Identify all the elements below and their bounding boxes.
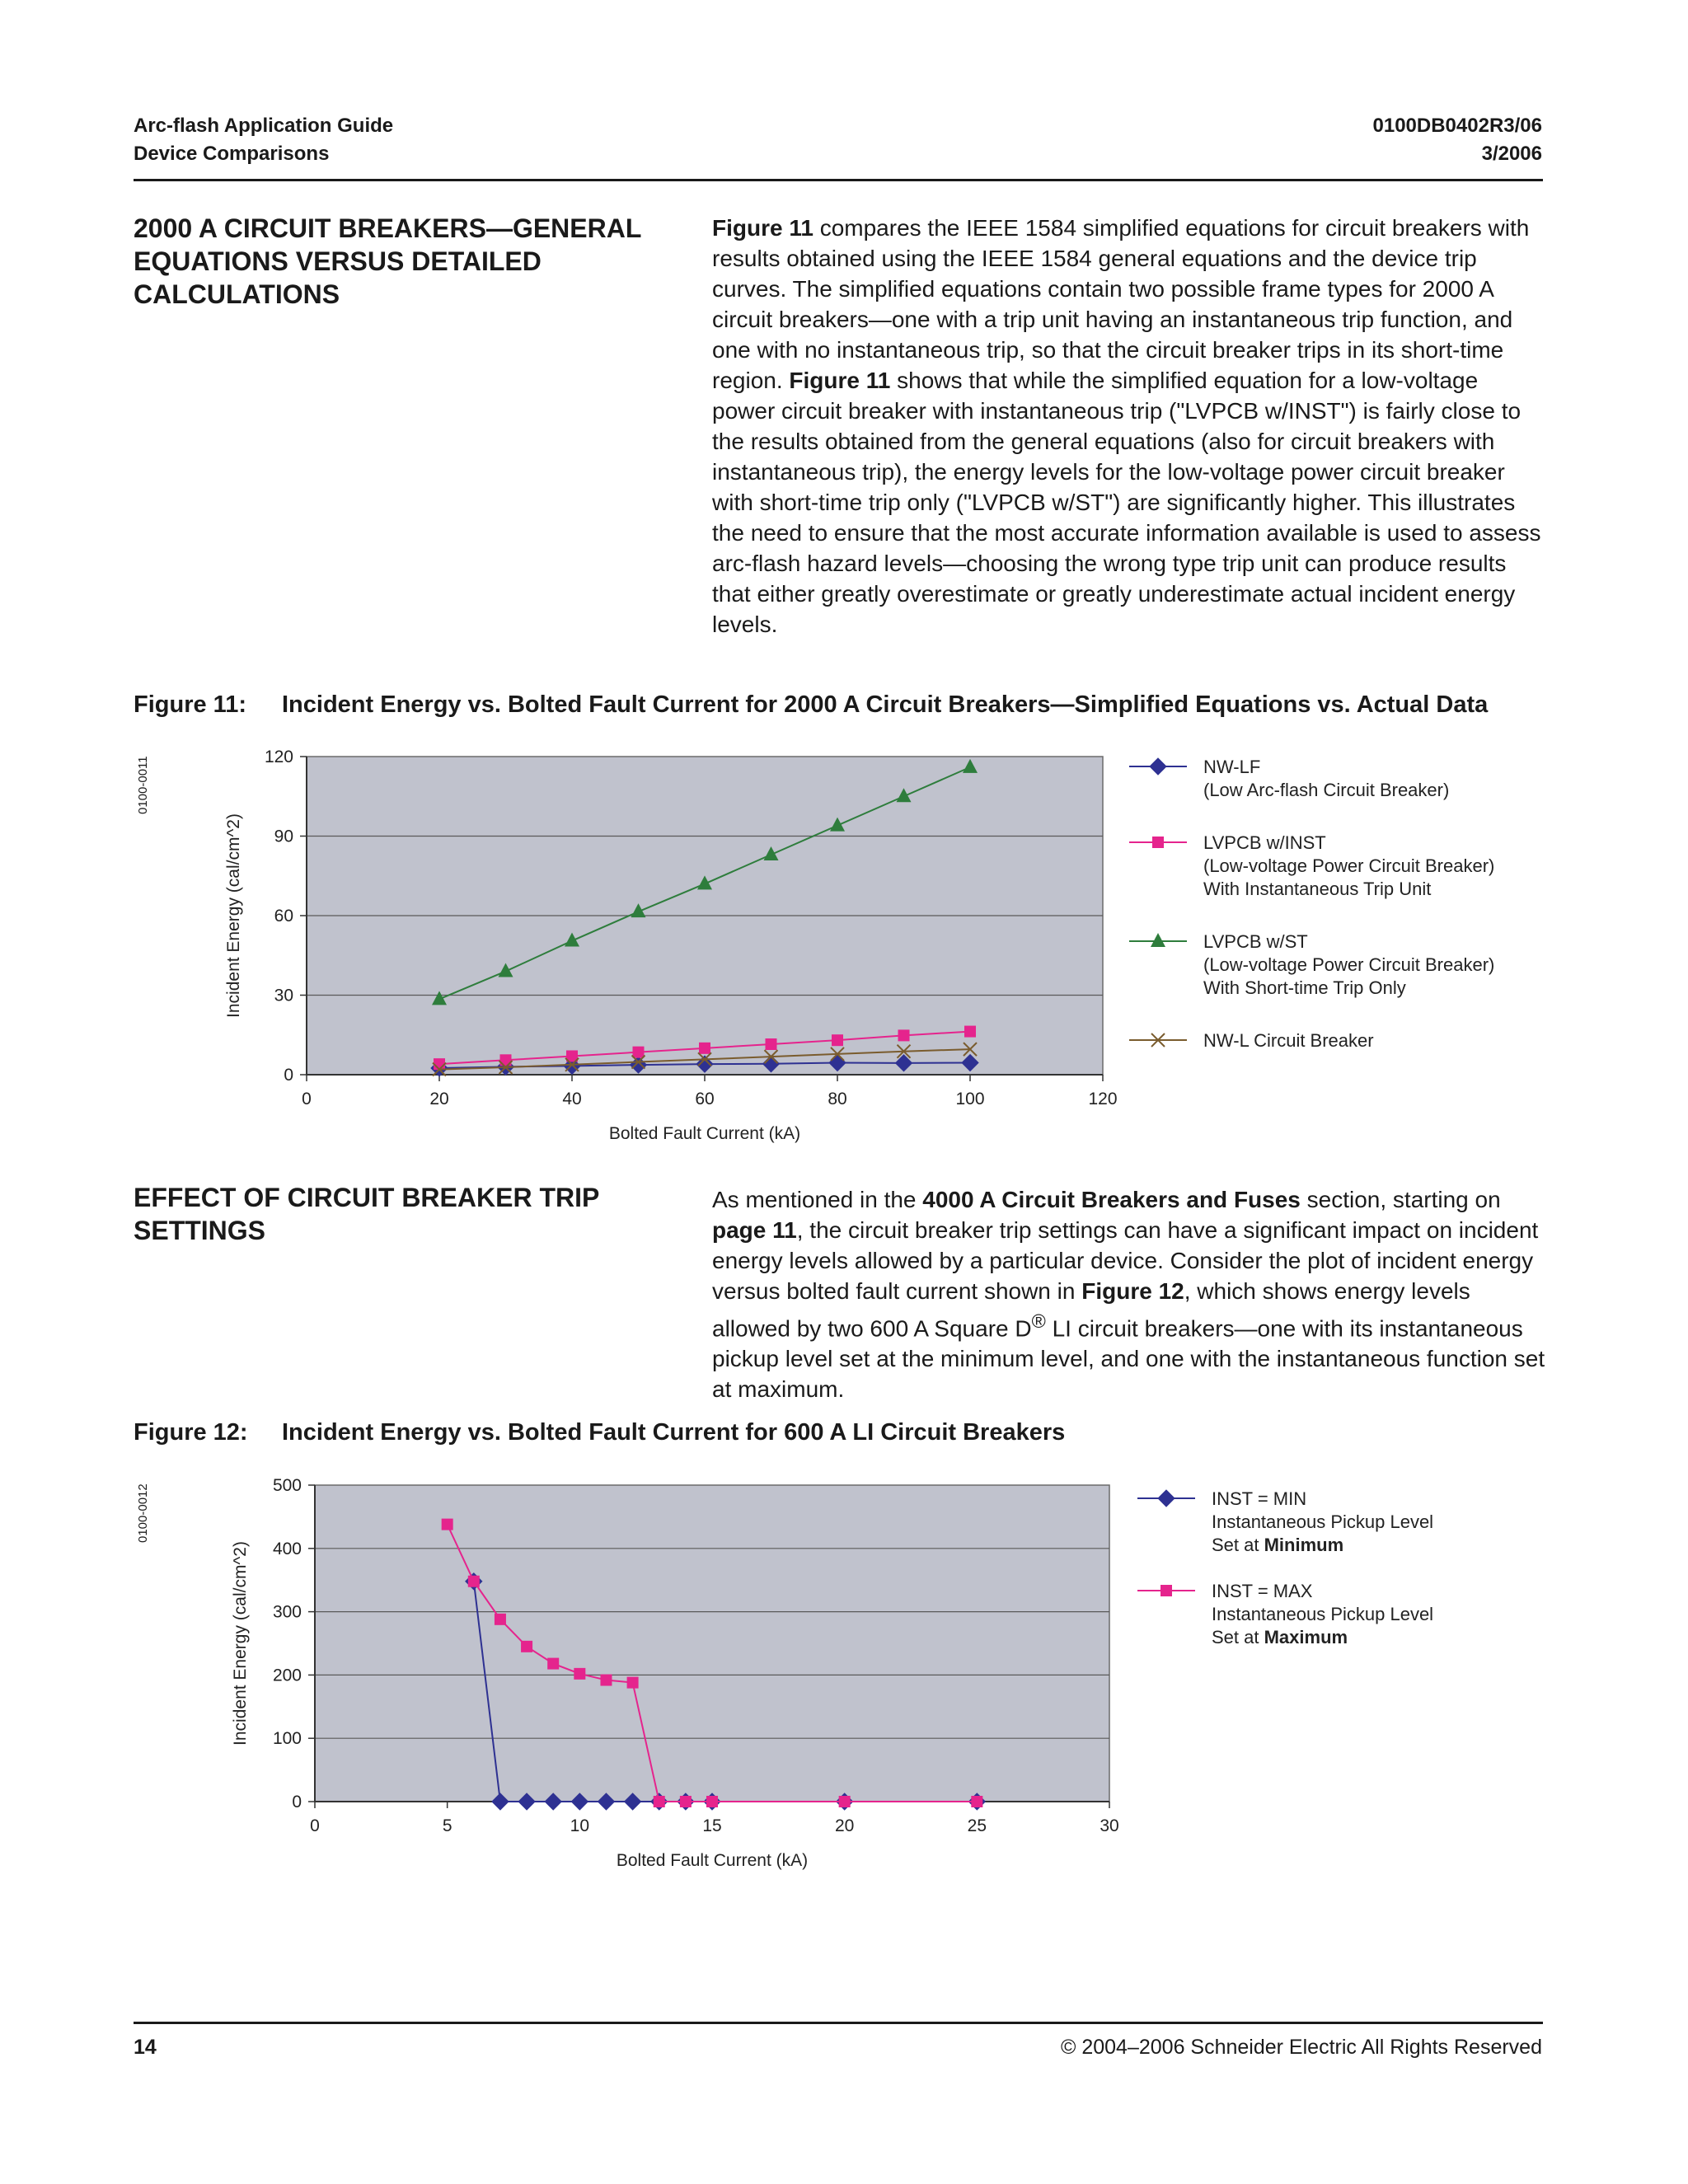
- legend-label: INST = MAX: [1212, 1581, 1313, 1601]
- y-axis-label: Incident Energy (cal/cm^2): [224, 813, 243, 1018]
- y-tick-label: 0: [292, 1793, 302, 1811]
- doc-number: 0100DB0402R3/06: [1372, 115, 1542, 137]
- legend-entry: [1129, 931, 1494, 998]
- x-tick-label: 100: [955, 1090, 985, 1108]
- data-point: [654, 1796, 665, 1807]
- doc-date: 3/2006: [1481, 143, 1542, 165]
- y-tick-label: 200: [272, 1666, 302, 1685]
- legend-label: LVPCB w/ST: [1203, 931, 1308, 952]
- figure-11-caption: [134, 690, 1488, 719]
- legend-desc-emphasis: Minimum: [1264, 1535, 1344, 1555]
- doc-header-right: [1373, 112, 1543, 168]
- legend-marker: [1152, 837, 1164, 848]
- page-ref: page 11: [712, 1217, 797, 1243]
- x-tick-label: 80: [828, 1090, 847, 1108]
- y-tick-label: 90: [274, 827, 293, 846]
- figure-11-chart: [0, 725, 1688, 1170]
- x-axis-label: Bolted Fault Current (kA): [616, 1851, 809, 1870]
- figure-ref: Figure 11: [789, 368, 891, 393]
- y-tick-label: 400: [272, 1539, 302, 1558]
- data-point: [839, 1796, 851, 1807]
- legend-label: NW-LF: [1203, 757, 1261, 777]
- figure-id: 0100-0012: [136, 1483, 150, 1543]
- section2-paragraph: [712, 1184, 1546, 1404]
- section-title-general-equations: 2000 A CIRCUIT BREAKERS—GENERAL EQUATIONS VERSUS DETAILED CALCULATIONS: [134, 213, 641, 309]
- legend-marker: [1151, 933, 1165, 947]
- x-tick-label: 20: [834, 1816, 855, 1835]
- legend-desc: With Instantaneous Trip Unit: [1203, 879, 1432, 899]
- figure-number: Figure 12:: [134, 1419, 248, 1446]
- legend-label: NW-L Circuit Breaker: [1203, 1030, 1374, 1051]
- legend-entry: [1129, 1030, 1374, 1051]
- figure-caption-text: Incident Energy vs. Bolted Fault Current for 2000 A Circuit Breakers—Simplified Equations vs. Actual Data: [282, 691, 1489, 718]
- header-rule: [134, 179, 1543, 181]
- data-point: [766, 1038, 777, 1050]
- figure-ref: Figure 12: [1081, 1278, 1184, 1304]
- x-tick-label: 40: [562, 1090, 582, 1108]
- paragraph-text: , the circuit breaker trip settings can have a significant impact on incident energy levels allowed by a particular device. Consider the plot of incident energy versus bolted fault current shown in: [712, 1217, 1539, 1304]
- y-tick-label: 0: [284, 1066, 293, 1085]
- figure-number: Figure 11:: [134, 691, 246, 718]
- legend-marker: [1150, 758, 1166, 775]
- page-number: 14: [134, 2036, 157, 2059]
- legend-desc: [1212, 1535, 1343, 1555]
- data-point: [521, 1641, 532, 1652]
- x-tick-label: 25: [967, 1816, 987, 1835]
- data-point: [442, 1519, 453, 1530]
- figure-id: 0100-0011: [136, 756, 150, 814]
- figure-caption-text: Incident Energy vs. Bolted Fault Current for 600 A LI Circuit Breakers: [282, 1419, 1066, 1446]
- legend-desc: [1212, 1627, 1348, 1647]
- legend-label: LVPCB w/INST: [1203, 832, 1326, 853]
- data-point: [633, 1047, 645, 1058]
- legend-desc: (Low-voltage Power Circuit Breaker): [1203, 855, 1495, 876]
- legend-desc: (Low-voltage Power Circuit Breaker): [1203, 954, 1495, 975]
- x-tick-label: 0: [310, 1816, 320, 1835]
- legend-desc: With Short-time Trip Only: [1203, 977, 1406, 998]
- doc-subtitle: Device Comparisons: [134, 143, 330, 165]
- x-tick-label: 10: [570, 1816, 590, 1835]
- x-tick-label: 60: [695, 1090, 715, 1108]
- legend-marker: [1160, 1585, 1172, 1596]
- doc-header-left: [134, 112, 393, 168]
- paragraph-text: LI circuit breakers—one with its instantaneous pickup level set at the minimum level, and one with the instantaneous function set at maximum.: [712, 1315, 1545, 1403]
- y-tick-label: 120: [264, 748, 293, 766]
- legend-marker: [1158, 1490, 1175, 1507]
- data-point: [699, 1043, 710, 1054]
- paragraph-text: shows that while the simplified equation for a low-voltage power circuit breaker with instantaneous trip ("LVPCB w/INST") is fairly close to the results obtained from the general equations (also for circuit breakers with instantaneous trip), the energy levels for the low-voltage power circuit breaker with short-time trip only ("LVPCB w/ST") are significantly higher. This illustrates the need to ensure that the most accurate information available is used to assess arc-flash hazard levels—choosing the wrong type trip unit can produce results that either greatly overestimate or greatly underestimate actual incident energy levels.: [712, 368, 1541, 637]
- doc-title: Arc-flash Application Guide: [134, 115, 394, 137]
- figure-12-caption: [134, 1418, 1065, 1447]
- y-axis-label: Incident Energy (cal/cm^2): [231, 1541, 250, 1746]
- section-ref: 4000 A Circuit Breakers and Fuses: [922, 1187, 1301, 1212]
- footer-rule: [134, 2022, 1543, 2024]
- x-tick-label: 5: [442, 1816, 452, 1835]
- legend-entry: [1129, 832, 1494, 899]
- y-tick-label: 100: [272, 1729, 302, 1749]
- data-point: [468, 1576, 480, 1587]
- paragraph-text: , which shows energy levels allowed by two 600 A Square D: [712, 1278, 1470, 1342]
- x-axis-label: Bolted Fault Current (kA): [608, 1124, 801, 1143]
- data-point: [898, 1029, 910, 1041]
- legend-desc: Instantaneous Pickup Level: [1212, 1604, 1434, 1624]
- data-point: [832, 1034, 843, 1046]
- data-point: [627, 1677, 639, 1689]
- x-tick-label: 30: [1100, 1816, 1119, 1835]
- legend-desc-emphasis: Maximum: [1264, 1627, 1348, 1647]
- registered-mark: ®: [1031, 1310, 1046, 1332]
- y-tick-label: 300: [272, 1602, 302, 1622]
- legend-desc-text: Set at: [1212, 1627, 1264, 1647]
- data-point: [971, 1796, 982, 1807]
- data-point: [574, 1668, 585, 1680]
- paragraph-text: As mentioned in the: [712, 1187, 923, 1212]
- section-title-trip-settings: EFFECT OF CIRCUIT BREAKER TRIP SETTINGS: [134, 1183, 599, 1245]
- x-tick-label: 20: [429, 1090, 449, 1108]
- data-point: [434, 1058, 445, 1070]
- data-point: [495, 1614, 506, 1625]
- section1-paragraph: [712, 213, 1546, 640]
- data-point: [964, 1026, 976, 1038]
- y-tick-label: 60: [274, 907, 293, 926]
- legend-desc: Instantaneous Pickup Level: [1212, 1511, 1434, 1532]
- legend-entry: [1137, 1581, 1433, 1647]
- y-tick-label: 500: [272, 1476, 302, 1495]
- plot-area: [315, 1485, 1109, 1802]
- data-point: [680, 1796, 692, 1807]
- copyright: © 2004–2006 Schneider Electric All Rights Reserved: [1060, 2036, 1542, 2059]
- data-point: [706, 1796, 718, 1807]
- legend-entry: [1137, 1488, 1433, 1555]
- x-tick-label: 120: [1088, 1090, 1118, 1108]
- figure-ref: Figure 11: [712, 215, 814, 241]
- data-point: [600, 1675, 612, 1686]
- y-tick-label: 30: [274, 986, 293, 1005]
- figure-12-chart: [0, 1459, 1688, 1887]
- paragraph-text: compares the IEEE 1584 simplified equations for circuit breakers with results obtained using the IEEE 1584 general equations and the device trip curves. The simplified equations contain two possible frame types for 2000 A circuit breakers—one with a trip unit having an instantaneous trip function, and one with no instantaneous trip, so that the circuit breaker trips in its short-time region.: [712, 215, 1530, 393]
- legend-entry: [1129, 757, 1449, 800]
- legend-label: INST = MIN: [1212, 1488, 1307, 1509]
- data-point: [547, 1658, 559, 1670]
- x-tick-label: 0: [302, 1090, 312, 1108]
- legend-desc-text: Set at: [1212, 1535, 1264, 1555]
- paragraph-text: section, starting on: [1300, 1187, 1501, 1212]
- legend-desc: (Low Arc-flash Circuit Breaker): [1203, 780, 1450, 800]
- x-tick-label: 15: [702, 1816, 722, 1835]
